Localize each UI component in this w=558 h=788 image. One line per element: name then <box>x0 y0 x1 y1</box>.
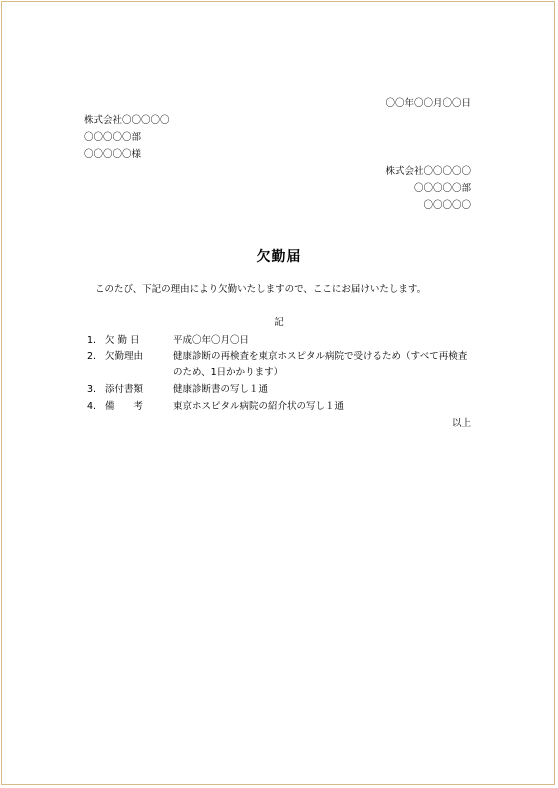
item-3-value: 健康診断書の写し１通 <box>173 384 269 395</box>
item-1-number: 1. <box>87 335 97 346</box>
item-3-number: 3. <box>87 384 97 395</box>
document-page <box>1 1 555 785</box>
intro-text: このたび、下記の理由により欠勤いたしますので、ここにお届けいたします。 <box>95 284 427 295</box>
sender-company: 株式会社〇〇〇〇〇 <box>385 166 471 177</box>
ki-heading: 記 <box>274 317 284 328</box>
item-2-label: 欠勤理由 <box>105 351 144 362</box>
sender-name: 〇〇〇〇〇 <box>423 200 471 211</box>
document-date: 〇〇年〇〇月〇〇日 <box>385 98 471 109</box>
item-3-label: 添付書類 <box>105 384 144 395</box>
item-4-value: 東京ホスピタル病院の紹介状の写し１通 <box>173 401 345 412</box>
item-4-number: 4. <box>87 401 97 412</box>
recipient-person: 〇〇〇〇〇様 <box>84 149 142 160</box>
item-1-label: 欠 勤 日 <box>105 335 140 346</box>
item-2-number: 2. <box>87 351 97 362</box>
item-1-value: 平成〇年〇月〇日 <box>173 335 250 346</box>
closing-text: 以上 <box>451 418 471 429</box>
item-2-value-continued: のため、1日かかります） <box>173 367 284 378</box>
sender-department: 〇〇〇〇〇部 <box>413 183 471 194</box>
item-4-label: 備 考 <box>105 401 144 412</box>
recipient-company: 株式会社〇〇〇〇〇 <box>84 115 170 126</box>
recipient-department: 〇〇〇〇〇部 <box>84 132 142 143</box>
item-2-value: 健康診断の再検査を東京ホスピタル病院で受けるため（すべて再検査 <box>173 351 468 362</box>
document-title: 欠勤届 <box>256 249 302 265</box>
